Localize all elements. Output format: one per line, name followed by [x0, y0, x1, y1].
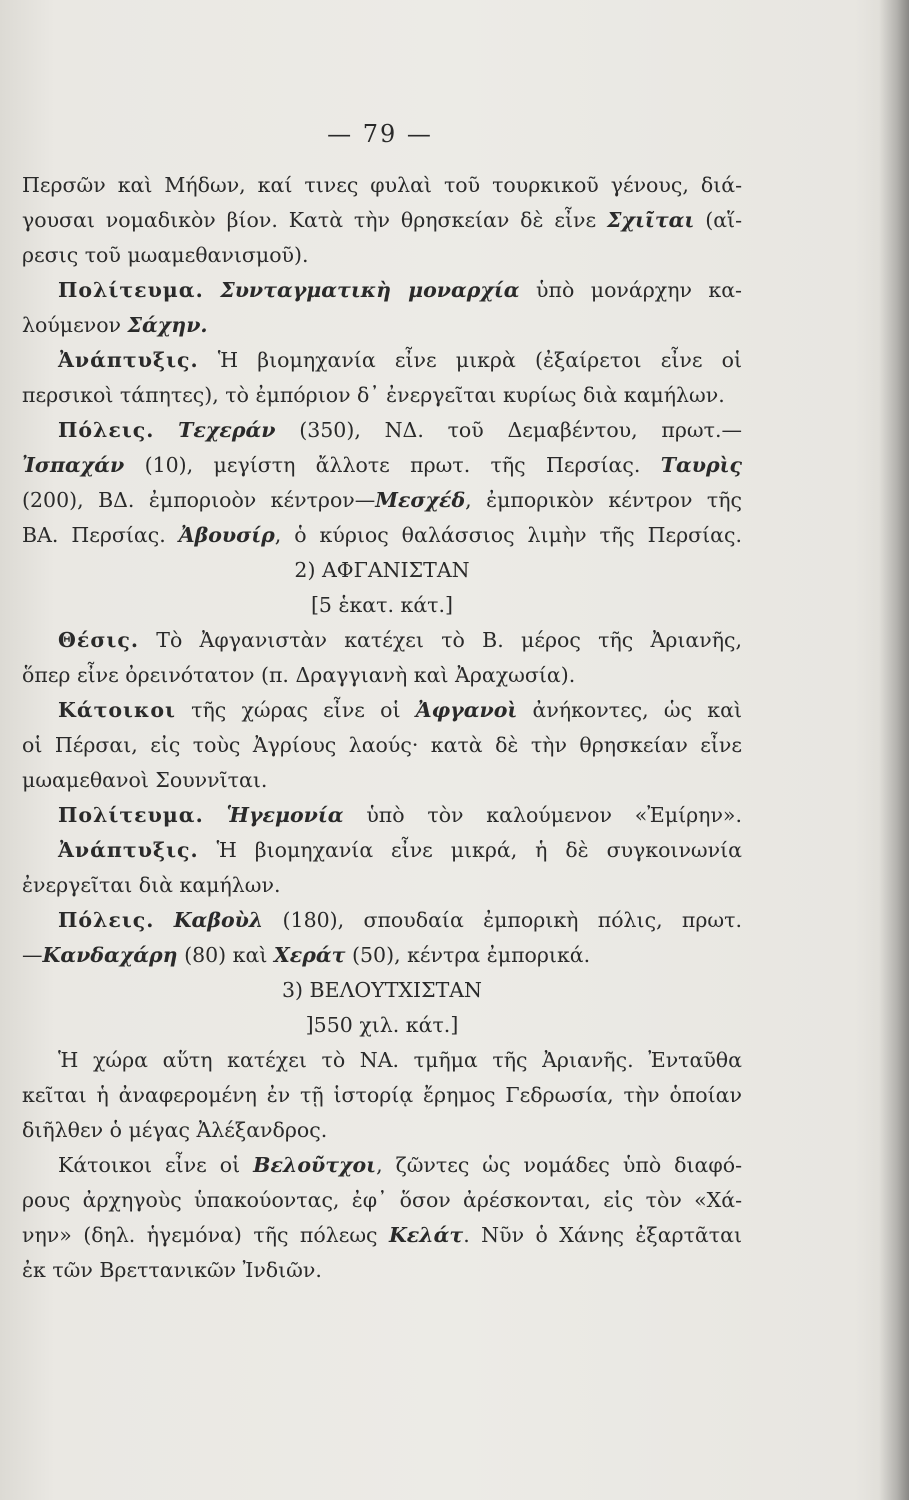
- text-run: , ἐμπορικὸν κέντρον τῆς: [465, 488, 743, 512]
- text-run: 2) ΑΦΓΑΝΙΣΤΑΝ: [294, 558, 470, 582]
- emphasis: Βελοῦτχοι: [253, 1153, 377, 1177]
- run-in-heading: Πόλεις.: [58, 418, 155, 442]
- section-heading: [22, 553, 742, 588]
- text-line: [22, 1113, 742, 1148]
- text-line: [22, 728, 742, 763]
- text-run: (350), ΝΔ. τοῦ Δεμαβέντου, πρωτ.—: [275, 418, 742, 442]
- text-line: [22, 763, 742, 798]
- text-run: (80) καὶ: [177, 943, 274, 967]
- text-run: [154, 908, 173, 932]
- section-heading: [22, 1008, 742, 1043]
- text-run: [204, 803, 227, 827]
- text-run: [204, 278, 220, 302]
- text-run: λούμενον: [22, 313, 128, 337]
- text-run: [5 ἑκατ. κάτ.]: [310, 593, 454, 617]
- emphasis: Μεσχέδ: [375, 488, 466, 512]
- text-line: [22, 658, 742, 693]
- text-run: . Νῦν ὁ Χάνης ἐξαρτᾶται: [463, 1223, 742, 1247]
- run-in-heading: Κάτοικοι: [58, 698, 176, 722]
- text-run: (180), σπουδαία ἐμπορικὴ πόλις, πρωτ.: [263, 908, 742, 932]
- text-line: [22, 938, 742, 973]
- text-line: [22, 798, 742, 833]
- emphasis: Καβοὺλ: [173, 908, 264, 932]
- section-heading: [22, 973, 742, 1008]
- text-run: Περσῶν καὶ Μήδων, καί τινες φυλαὶ τοῦ τουρκικοῦ γένους, διά-: [22, 173, 742, 197]
- text-run: ἐνεργεῖται διὰ καμήλων.: [22, 873, 281, 897]
- emphasis: Κανδαχάρη: [42, 943, 178, 967]
- text-run: ὅπερ εἶνε ὀρεινότατον (π. Δραγγιανὴ καὶ Ἀραχωσία).: [22, 663, 576, 687]
- emphasis: Κελάτ: [388, 1223, 464, 1247]
- text-run: τῆς χώρας εἶνε οἱ: [175, 698, 416, 722]
- text-line: [22, 518, 742, 553]
- text-line: [22, 343, 742, 378]
- text-run: , ὁ κύριος θαλάσσιος λιμὴν τῆς Περσίας.: [274, 523, 743, 547]
- text-run: οἱ Πέρσαι, εἰς τοὺς Ἀγρίους λαούς· κατὰ δὲ τὴν θρησκείαν εἶνε: [22, 733, 742, 757]
- text-run: [154, 418, 178, 442]
- section-heading: [22, 588, 742, 623]
- text-run: γουσαι νομαδικὸν βίον. Κατὰ τὴν θρησκείαν δὲ εἶνε: [22, 208, 608, 232]
- emphasis: Σχιῖται: [607, 208, 695, 232]
- text-line: [22, 903, 742, 938]
- text-run: νην» (δηλ. ἡγεμόνα) τῆς πόλεως: [22, 1223, 389, 1247]
- text-line: [22, 833, 742, 868]
- text-line: [22, 448, 742, 483]
- text-run: (αἵ-: [694, 208, 743, 232]
- text-run: ἐκ τῶν Βρεττανικῶν Ἰνδιῶν.: [22, 1258, 322, 1282]
- text-line: [22, 1253, 742, 1288]
- text-line: [22, 203, 742, 238]
- text-line: [22, 273, 742, 308]
- text-line: [22, 1043, 742, 1078]
- emphasis: Σάχην.: [127, 313, 208, 337]
- text-line: [22, 1148, 742, 1183]
- text-run: 3) ΒΕΛΟΥΤΧΙΣΤΑΝ: [281, 978, 482, 1002]
- text-line: [22, 868, 742, 903]
- text-run: ὑπὸ μονάρχην κα-: [519, 278, 742, 302]
- text-run: διῆλθεν ὁ μέγας Ἀλέξανδρος.: [22, 1118, 328, 1142]
- text-run: Κάτοικοι εἶνε οἱ: [58, 1153, 254, 1177]
- run-in-heading: Θέσις.: [58, 628, 139, 652]
- text-run: ρεσις τοῦ μωαμεθανισμοῦ).: [22, 243, 309, 267]
- text-run: ΒΑ. Περσίας.: [22, 523, 179, 547]
- text-run: ρους ἀρχηγοὺς ὑπακούοντας, ἐφ᾿ ὅσον ἀρέσκονται, εἰς τὸν «Χά-: [22, 1188, 742, 1212]
- text-run: ]550 χιλ. κάτ.]: [305, 1013, 459, 1037]
- page-edge-shadow: [879, 0, 909, 1500]
- text-line: [22, 693, 742, 728]
- text-line: [22, 1078, 742, 1113]
- text-run: —: [22, 943, 43, 967]
- text-run: Ἡ βιομηχανία εἶνε μικρὰ (ἐξαίρετοι εἶνε οἱ: [198, 348, 742, 372]
- text-run: ἀνήκοντες, ὡς καὶ: [517, 698, 742, 722]
- text-run: , ζῶντες ὡς νομάδες ὑπὸ διαφό-: [376, 1153, 742, 1177]
- text-line: [22, 378, 742, 413]
- text-run: (50), κέντρα ἐμπορικά.: [345, 943, 591, 967]
- run-in-heading: Πολίτευμα.: [58, 803, 204, 827]
- run-in-heading: Πολίτευμα.: [58, 278, 204, 302]
- text-run: περσικοὶ τάπητες), τὸ ἐμπόριον δ᾿ ἐνεργεῖται κυρίως διὰ καμήλων.: [22, 383, 725, 407]
- run-in-heading: Ἀνάπτυξις.: [58, 838, 199, 862]
- run-in-heading: Πόλεις.: [58, 908, 155, 932]
- text-run: Τὸ Ἀφγανιστὰν κατέχει τὸ Β. μέρος τῆς Ἀριανῆς,: [138, 628, 742, 652]
- text-run: Ἡ βιομηχανία εἶνε μικρά, ἡ δὲ συγκοινωνία: [198, 838, 742, 862]
- text-run: (10), μεγίστη ἄλλοτε πρωτ. τῆς Περσίας.: [124, 453, 661, 477]
- text-run: (200), ΒΔ. ἐμποριοὸν κέντρον—: [22, 488, 376, 512]
- text-run: Ἡ χώρα αὕτη κατέχει τὸ ΝΑ. τμῆμα τῆς Ἀριανῆς. Ἐνταῦθα: [58, 1048, 742, 1072]
- text-line: [22, 483, 742, 518]
- emphasis: Ταυρὶς: [660, 453, 742, 477]
- page-text: [22, 168, 742, 1288]
- emphasis: Ἰσπαχάν: [22, 453, 125, 477]
- emphasis: Ἡγεμονία: [226, 803, 344, 827]
- text-line: [22, 623, 742, 658]
- emphasis: Ἀφγανοὶ: [415, 698, 518, 722]
- emphasis: Τεχεράν: [178, 418, 276, 442]
- text-line: [22, 413, 742, 448]
- emphasis: Συνταγματικὴ μοναρχία: [220, 278, 520, 302]
- text-run: μωαμεθανοὶ Σουννῖται.: [22, 768, 268, 792]
- text-line: [22, 1183, 742, 1218]
- run-in-heading: Ἀνάπτυξις.: [58, 348, 199, 372]
- text-run: κεῖται ἡ ἀναφερομένη ἐν τῇ ἱστορίᾳ ἔρημος Γεδρωσία, τὴν ὁποίαν: [22, 1083, 742, 1107]
- page-number: — 79 —: [327, 120, 433, 148]
- text-line: [22, 238, 742, 273]
- text-line: [22, 308, 742, 343]
- text-run: ὑπὸ τὸν καλούμενον «Ἐμίρην».: [343, 803, 742, 827]
- text-line: [22, 1218, 742, 1253]
- text-line: [22, 168, 742, 203]
- emphasis: Ἀβουσίρ: [178, 523, 275, 547]
- emphasis: Χεράτ: [273, 943, 346, 967]
